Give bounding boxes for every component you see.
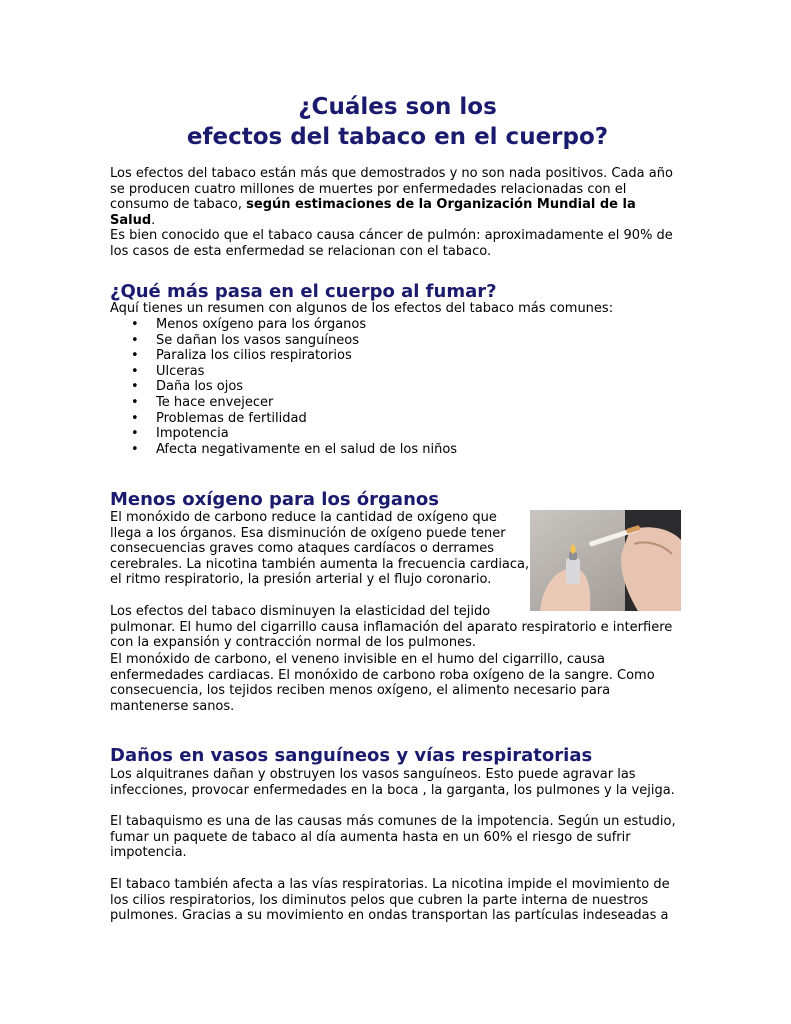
effects-lead: Aquí tienes un resumen con algunos de los efectos del tabaco más comunes: — [110, 301, 614, 316]
list-item: • Daña los ojos — [110, 379, 457, 395]
title-line-1: ¿Cuáles son los — [298, 94, 497, 120]
smoking-hand-image — [530, 510, 681, 611]
oxygen-paragraph-1 — [110, 510, 530, 588]
text-line: consecuencias graves como ataques cardíacos o derrames — [110, 541, 495, 557]
oxygen-paragraph-3: El monóxido de carbono, el veneno invisible en el humo del cigarrillo, causa enfermedades cardiacas. El monóxido de carbono roba oxígeno de la sangre. Como consecuencia, los tejidos reciben menos oxígeno, el alimento necesario para mantenerse sanos. — [110, 652, 655, 714]
vessels-paragraph-3: El tabaco también afecta a las vías respiratorias. La nicotina impide el movimiento de los cilios respiratorios, los diminutos pelos que cubren la parte interna de nuestros pulmones. Gracias a su movimiento en ondas transportan las partículas indeseadas a — [110, 877, 670, 924]
oxygen-paragraph-2 — [110, 604, 682, 651]
text-line: Los efectos del tabaco disminuyen la elasticidad del tejido — [110, 604, 491, 619]
section-heading-effects: ¿Qué más pasa en el cuerpo al fumar? — [110, 281, 497, 302]
vessels-paragraph-2: El tabaquismo es una de las causas más comunes de la impotencia. Según un estudio, fumar un paquete de tabaco al día aumenta hasta en un 60% el riesgo de sufrir impotencia. — [110, 814, 676, 861]
section-heading-vessels: Daños en vasos sanguíneos y vías respiratorias — [110, 745, 593, 766]
list-item: • Afecta negativamente en el salud de los niños — [110, 442, 457, 458]
list-item: • Ulceras — [110, 364, 457, 380]
oxygen-paragraph-2-rest: pulmonar. El humo del cigarrillo causa inflamación del aparato respiratorio e interfiere con la expansión y contracción normal de los pulmones. — [110, 619, 673, 651]
intro-paragraph-2: Es bien conocido que el tabaco causa cáncer de pulmón: aproximadamente el 90% de los casos de esta enfermedad se relacionan con el tabaco. — [110, 228, 673, 259]
title-line-2: efectos del tabaco en el cuerpo? — [186, 124, 609, 150]
list-item: • Impotencia — [110, 426, 457, 442]
list-item: • Se dañan los vasos sanguíneos — [110, 333, 457, 349]
list-item: • Problemas de fertilidad — [110, 411, 457, 427]
text-line: el ritmo respiratorio, la presión arterial y el flujo coronario. — [110, 572, 492, 588]
list-item: • Paraliza los cilios respiratorios — [110, 348, 457, 364]
effects-list — [110, 317, 457, 457]
intro-bold-text: según estimaciones de la Organización Mundial de la Salud — [110, 197, 636, 228]
text-line: El monóxido de carbono reduce la cantidad de oxígeno que — [110, 510, 497, 525]
intro-end: . — [151, 212, 156, 228]
text-line: llega a los órganos. Esa disminución de oxígeno puede tener — [110, 525, 506, 541]
smoking-photo — [530, 510, 681, 611]
page-title — [110, 92, 685, 152]
intro-paragraph — [110, 166, 680, 228]
text-line: cerebrales. La nicotina también aumenta la frecuencia cardiaca, — [110, 556, 530, 572]
vessels-paragraph-1: Los alquitranes dañan y obstruyen los vasos sanguíneos. Esto puede agravar las infecciones, provocar enfermedades en la boca , la garganta, los pulmones y la vejiga. — [110, 767, 675, 798]
section-heading-oxygen: Menos oxígeno para los órganos — [110, 489, 439, 510]
list-item: • Menos oxígeno para los órganos — [110, 317, 457, 333]
intro-text: Los efectos del tabaco están más que demostrados y no son nada positivos. Cada año se producen cuatro millones de muertes por enfermedades relacionadas con el consumo de tabaco, — [110, 166, 673, 213]
list-item: • Te hace envejecer — [110, 395, 457, 411]
